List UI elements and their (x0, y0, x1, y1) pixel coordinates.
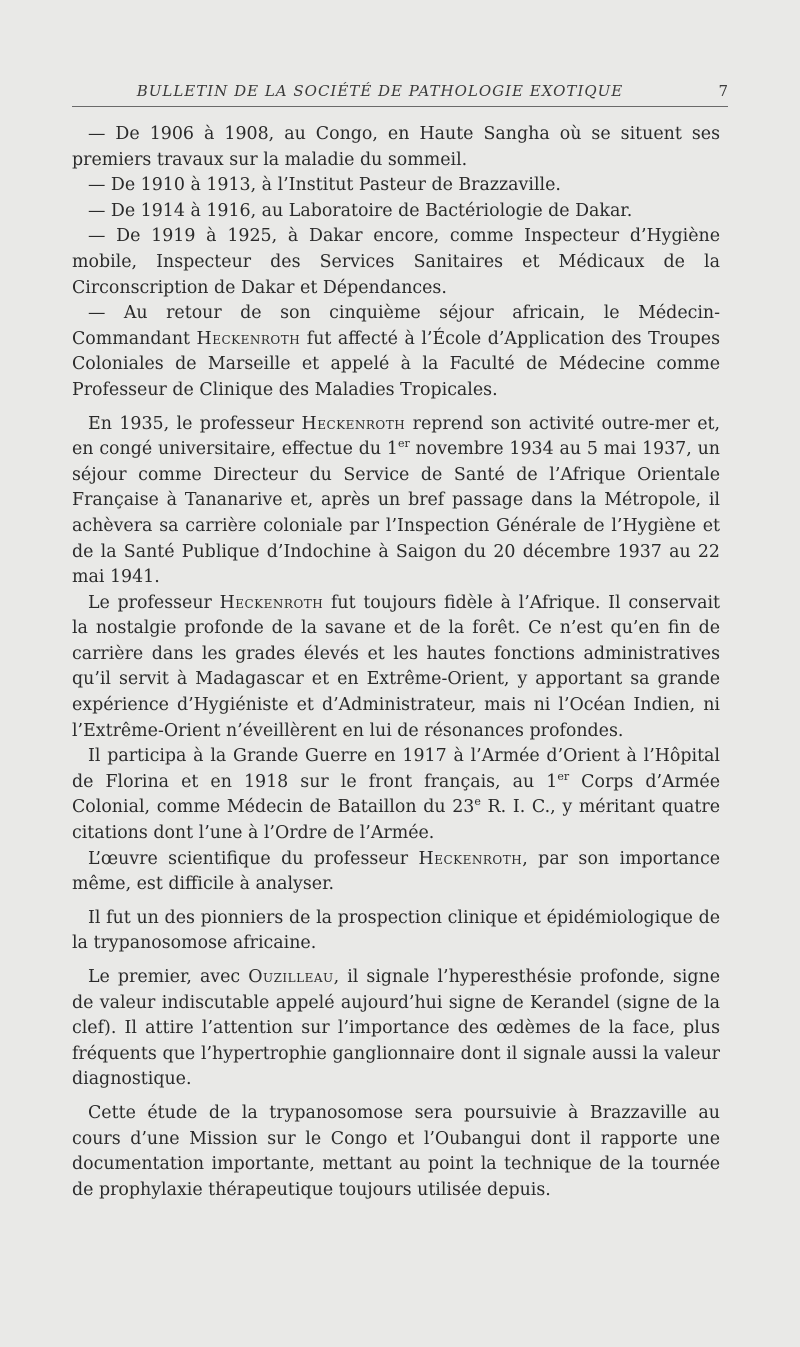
page-number: 7 (718, 82, 728, 100)
article-body (72, 122, 720, 1203)
author-name: Heckenroth (301, 413, 406, 434)
paragraph-2: — De 1910 à 1913, à l’Institut Pasteur de Brazzaville. (88, 175, 561, 196)
paragraph-8-text-b: Corps d’Armée Colonial, comme Médecin de Bataillon du 23 (72, 771, 720, 818)
paragraph-11-text-b: , il signale l’hyperesthésie profonde, signe de valeur indiscutable appelé aujourd’hui signe de Kerandel (signe de la clef). Il attire l’attention sur l’importance des œdèmes de la face, plus fréquents que l’hypertrophie ganglionnaire dont il signale aussi la valeur diagnostique. (72, 967, 720, 1090)
paragraph-4: — De 1919 à 1925, à Dakar encore, comme Inspecteur d’Hygiène mobile, Inspecteur des Services Sanitaires et Médicaux de la Circonscription de Dakar et Dépendances. (72, 226, 720, 298)
paragraph-9 (72, 847, 720, 898)
paragraph-10: Il fut un des pionniers de la prospection clinique et épidémiologique de la trypanosomose africaine. (72, 907, 720, 954)
author-name: Heckenroth (196, 328, 301, 349)
paragraph-5 (72, 301, 720, 403)
ordinal-superscript: e (474, 795, 481, 809)
paragraph-7-text-a: Le professeur (88, 592, 220, 613)
author-name: Heckenroth (418, 848, 523, 869)
paragraph-9-text-b: , par son importance même, est difficile à analyser. (72, 848, 720, 895)
ordinal-superscript: er (397, 437, 410, 451)
paragraph-6-text-c: novembre 1934 au 5 mai 1937, un séjour comme Directeur du Service de Santé de l’Afrique Orientale Française à Tananarive et, après un bref passage dans la Métropole, il achèvera sa carrière coloniale par l’Inspection Générale de l’Hygiène et de la Santé Publique d’Indochine à Saigon du 20 décembre 1937 au 22 mai 1941. (72, 439, 720, 588)
paragraph-9-text-a: L’œuvre scientifique du professeur (88, 848, 419, 869)
paragraph-1: — De 1906 à 1908, au Congo, en Haute Sangha où se situent ses premiers travaux sur la maladie du sommeil. (72, 124, 720, 170)
ordinal-superscript: er (557, 770, 570, 784)
paragraph-5-text-a: — Au retour de son cinquième séjour africain, le Médecin-Commandant (72, 303, 720, 349)
coauthor-name: Ouzilleau (248, 967, 334, 987)
paragraph-7 (72, 591, 720, 745)
paragraph-12: Cette étude de la trypanosomose sera poursuivie à Brazzaville au cours d’une Mission sur le Congo et l’Oubangui dont il rapporte une documentation importante, mettant au point la technique de la tournée de prophylaxie thérapeutique toujours utilisée depuis. (72, 1102, 720, 1200)
paragraph-8-text-a: Il participa à la Grande Guerre en 1917 à l’Armée d’Orient à l’Hôpital de Florina et en 1918 sur le front français, au 1 (72, 746, 720, 792)
paragraph-6-text-a: En 1935, le professeur (88, 413, 302, 434)
author-name: Heckenroth (219, 592, 324, 613)
paragraph-5-text-b: fut affecté à l’École d’Application des Troupes Coloniales de Marseille et appelé à la Faculté de Médecine comme Professeur de Clinique des Maladies Tropicales. (72, 328, 720, 400)
paragraph-11-text-a: Le premier, avec (88, 967, 249, 987)
running-header (72, 80, 728, 107)
paragraph-7-text-b: fut toujours fidèle à l’Afrique. Il conservait la nostalgie profonde de la savane et de la forêt. Ce n’est qu’en fin de carrière dans les grades élevés et les hautes fonctions administratives qu’il servit à Madagascar et en Extrême-Orient, y apportant sa grande expérience d’Hygiéniste et d’Administrateur, mais ni l’Océan Indien, ni l’Extrême-Orient n’éveillèrent en lui de résonances profondes. (72, 592, 721, 741)
running-title: BULLETIN DE LA SOCIÉTÉ DE PATHOLOGIE EXOTIQUE (136, 82, 624, 100)
paragraph-6 (72, 412, 720, 591)
paragraph-11 (72, 965, 720, 1093)
paragraph-3: — De 1914 à 1916, au Laboratoire de Bactériologie de Dakar. (88, 200, 633, 221)
paragraph-8-text-c: R. I. C., y méritant quatre citations dont l’une à l’Ordre de l’Armée. (72, 797, 720, 844)
paragraph-8 (72, 744, 720, 846)
paragraph-6-text-b: reprend son activité outre-mer et, en congé universitaire, effectue du 1 (72, 413, 721, 460)
